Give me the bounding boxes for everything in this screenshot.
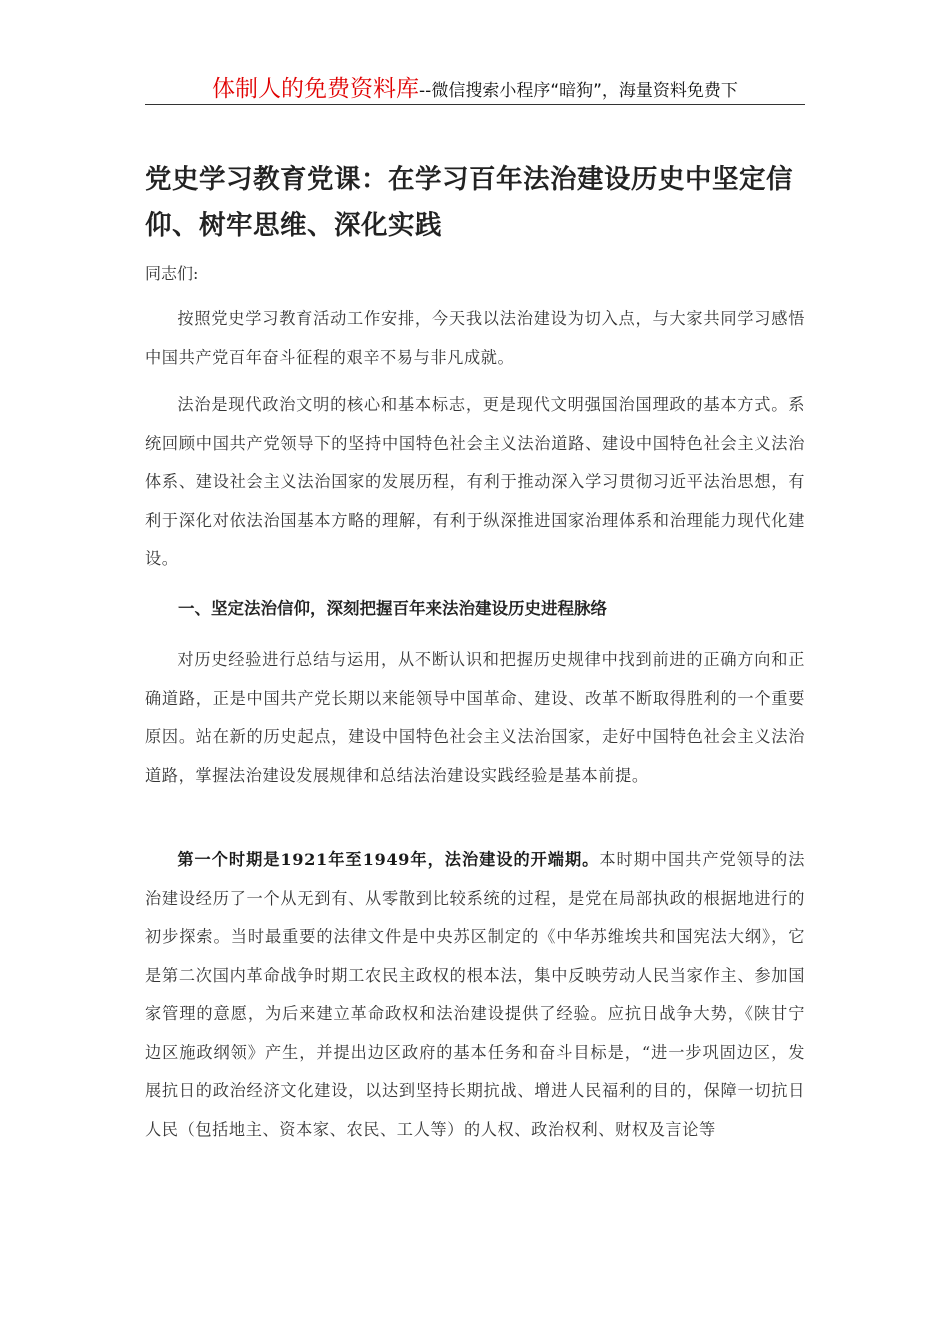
header-tagline: --微信搜索小程序“暗狗”，海量资料免费下 <box>419 81 738 101</box>
first-period-text: 本时期中国共产党领导的法治建设经历了一个从无到有、从零散到比较系统的过程，是党在局部执政的根据地进行的初步探索。当时最重要的法律文件是中央苏区制定的《中华苏维埃共和国宪法大纲》，它是第二次国内革命战争时期工农民主政权的根本法，集中反映劳动人民当家作主、参加国家管理的意愿，为后来建立革命政权和法治建设提供了经验。应抗日战争大势，《陕甘宁边区施政纲领》产生，并提出边区政府的基本任务和奋斗目标是，“进一步巩固边区，发展抗日的政治经济文化建设，以达到坚持长期抗战、增进人民福利的目的，保障一切抗日人民（包括地主、资本家、农民、工人等）的人权、政治权利、财权及言论等 <box>145 850 805 1139</box>
header-brand: 体制人的免费资料库 <box>212 76 420 102</box>
first-period-lead: 第一个时期是1921年至1949年，法治建设的开端期。 <box>177 850 600 869</box>
page-header <box>145 70 805 105</box>
paragraph-rule-of-law: 法治是现代政治文明的核心和基本标志，更是现代文明强国治国理政的基本方式。系统回顾中国共产党领导下的坚持中国特色社会主义法治道路、建设中国特色社会主义法治体系、建设社会主义法治国家的发展历程，有利于推动深入学习贯彻习近平法治思想，有利于深化对依法治国基本方略的理解，有利于纵深推进国家治理体系和治理能力现代化建设。 <box>145 395 805 568</box>
paragraph-history-experience: 对历史经验进行总结与运用，从不断认识和把握历史规律中找到前进的正确方向和正确道路，正是中国共产党长期以来能领导中国革命、建设、改革不断取得胜利的一个重要原因。站在新的历史起点，建设中国特色社会主义法治国家，走好中国特色社会主义法治道路，掌握法治建设发展规律和总结法治建设实践经验是基本前提。 <box>145 650 805 785</box>
salutation: 同志们: <box>145 264 199 283</box>
paragraph-first-period <box>145 841 805 1149</box>
paragraph-intro: 按照党史学习教育活动工作安排，今天我以法治建设为切入点，与大家共同学习感悟中国共产党百年奋斗征程的艰辛不易与非凡成就。 <box>145 309 805 367</box>
document-title: 党史学习教育党课：在学习百年法治建设历史中坚定信仰、树牢思维、深化实践 <box>145 164 793 241</box>
section-heading-one: 一、坚定法治信仰，深刻把握百年来法治建设历史进程脉络 <box>178 599 607 618</box>
